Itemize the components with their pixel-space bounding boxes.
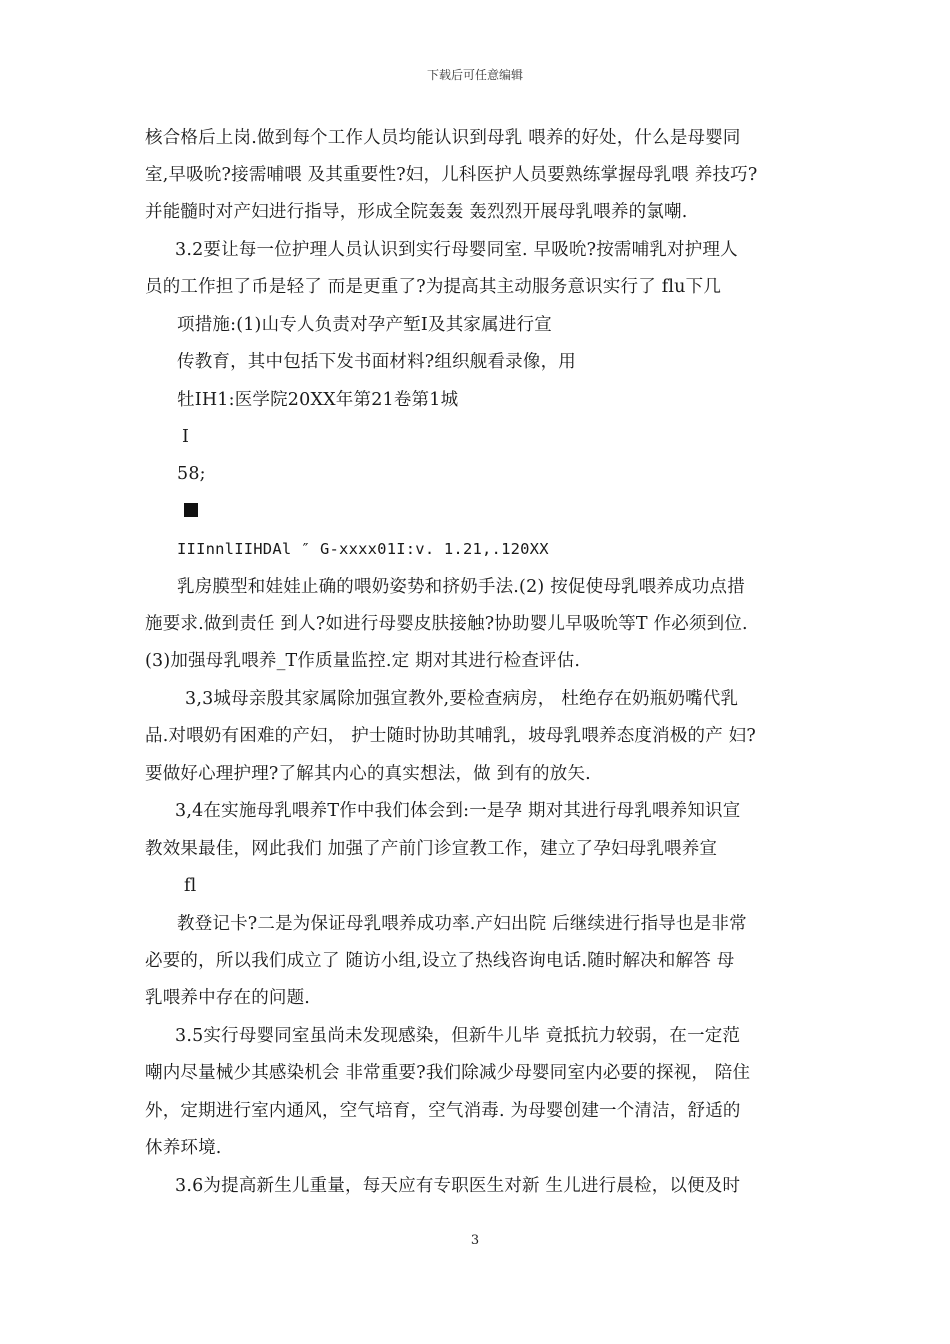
body-line: 3,4在实施母乳喂养T作中我们体会到:一是孕 期对其进行母乳喂养知识宣 [175, 801, 741, 821]
body-line: 项措施:(1)山专人负责对孕产堑I及其家属进行宣 [177, 315, 552, 335]
body-line: IIInnlIIHDAl ″ G-xxxx01I:v. 1.21,.120XX [177, 540, 549, 558]
body-line: 要做好心理护理?了解其内心的真实想法，做 到有的放矢. [145, 764, 591, 784]
body-line: 3.2要让每一位护理人员认识到实行母婴同室. 早吸吮?按需哺乳对护理人 [175, 240, 738, 260]
body-line: 室,早吸吮?接需哺喂 及其重要性?妇，儿科医护人员要熟练掌握母乳喂 养技巧? [145, 165, 758, 185]
body-line: 外，定期进行室内通风，空气培育，空气消毒. 为母婴创建一个清洁，舒适的 [145, 1101, 741, 1121]
body-line: 休养环境. [145, 1138, 222, 1158]
page-number: 3 [470, 1233, 480, 1248]
black-square-mark [184, 503, 198, 517]
body-line: 3.5实行母婴同室虽尚未发现感染，但新牛儿毕 竟抵抗力较弱，在一定范 [175, 1026, 741, 1046]
body-line: 员的工作担了币是轻了 而是更重了?为提高其主动服务意识实行了 flu下几 [145, 277, 722, 297]
body-line: 传教育，其中包括下发书面材料?组织舰看录像，用 [177, 352, 576, 372]
body-line: 教效果最佳，网此我们 加强了产前门诊宣教工作，建立了孕妇母乳喂养宣 [145, 839, 718, 859]
body-line: 施要求.做到责任 到人?如进行母婴皮肤接触?协助婴儿早吸吮等T 作必须到位. [145, 614, 748, 634]
page-header: 下载后可任意编辑 [426, 68, 523, 82]
body-line: 并能髓时对产妇进行指导，形成全院轰轰 轰烈烈开展母乳喂养的氯嘲. [145, 202, 688, 222]
body-line: (3)加强母乳喂养_T作质量监控.定 期对其进行检查评估. [145, 651, 581, 671]
body-line: 嘲内尽量械少其感染机会 非常重要?我们除减少母婴同室内必要的探视， 陪住 [145, 1063, 751, 1083]
body-line: 乳房膜型和娃娃止确的喂奶姿势和挤奶手法.(2) 按促使母乳喂养成功点措 [177, 577, 745, 597]
body-line: 必要的，所以我们成立了 随访小组,设立了热线咨询电话.随时解决和解答 母 [145, 951, 735, 971]
body-line: 乳喂养中存在的问题. [145, 988, 311, 1008]
body-line: I [182, 427, 190, 447]
body-line: 58; [177, 464, 206, 484]
body-line: fl [184, 876, 197, 896]
body-line: 牡IH1:医学院20XX年第21卷第1城 [177, 390, 459, 410]
body-line: 教登记卡?二是为保证母乳喂养成功率.产妇出院 后继续进行指导也是非常 [177, 914, 747, 934]
body-line: 核合格后上岗.做到每个工作人员均能认识到母乳 喂养的好处，什么是母婴同 [145, 128, 741, 148]
body-line: 品.对喂奶有困难的产妇， 护士随时协助其哺乳，坡母乳喂养态度消极的产 妇? [145, 726, 756, 746]
body-line: 3.6为提高新生儿重量，每天应有专职医生对新 生儿进行晨检，以便及时 [175, 1176, 741, 1196]
body-line: 3,3城母亲殷其家属除加强宣教外,要检查病房， 杜绝存在奶瓶奶嘴代乳 [185, 689, 739, 709]
